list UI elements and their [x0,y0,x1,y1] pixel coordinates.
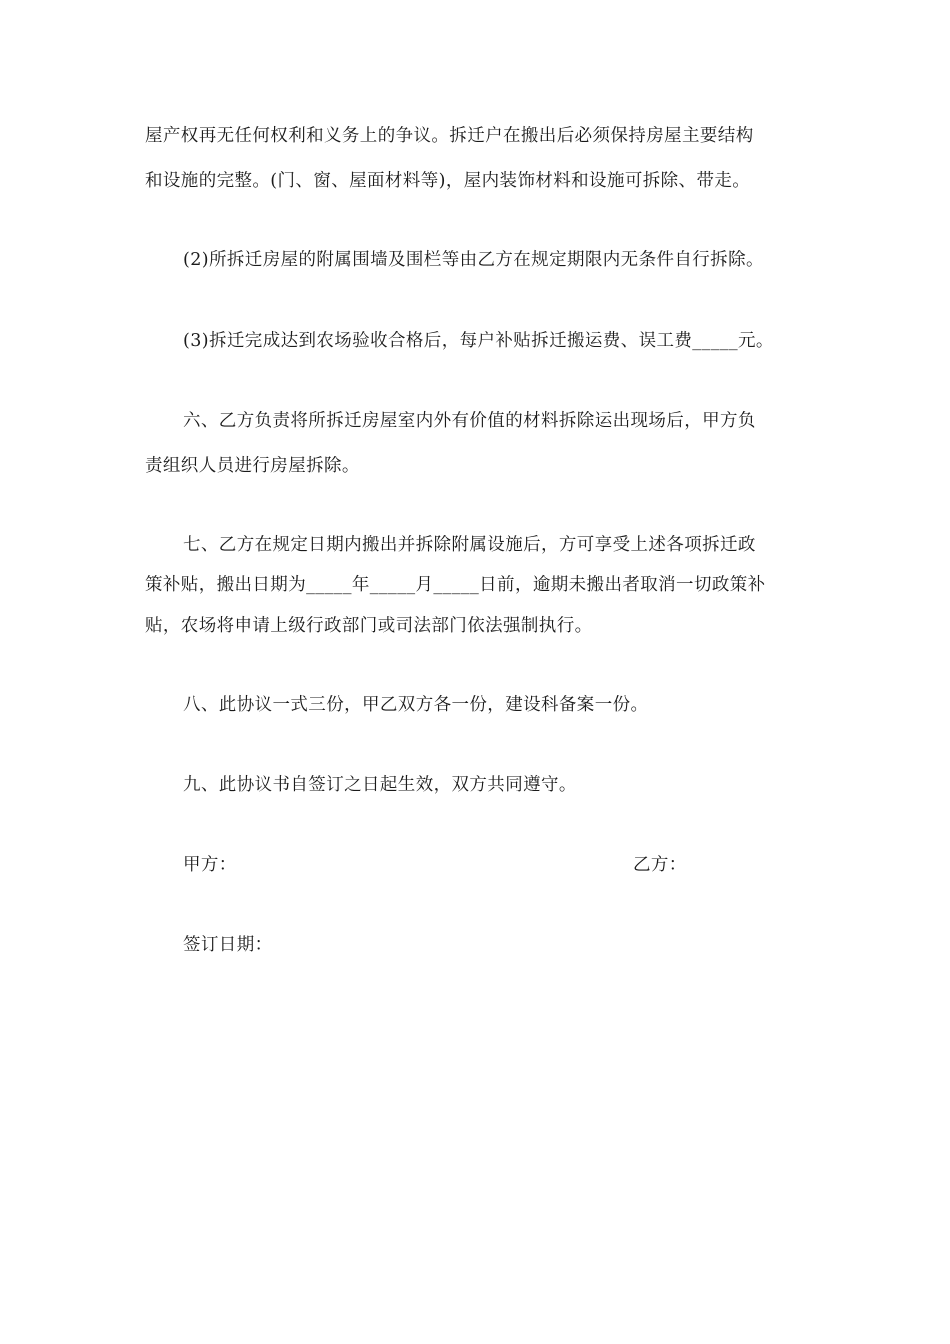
clause-6-text: 六、乙方负责将所拆迁房屋室内外有价值的材料拆除运出现场后，甲方负 [183,411,756,431]
clause-5-1-text: 屋产权再无任何权利和义务上的争议。拆迁户在搬出后必须保持房屋主要结构 [145,126,754,146]
clause-7-text: 七、乙方在规定日期内搬出并拆除附属设施后，方可享受上述各项拆迁政 [183,535,756,555]
clause-5-3-text: (3)拆迁完成达到农场验收合格后，每户补贴拆迁搬运费、误工费_____元。 [183,331,774,351]
clause-8-text: 八、此协议一式三份，甲乙双方各一份，建设科备案一份。 [183,695,649,715]
party-a-label: 甲方： [183,855,237,875]
clause-5-2-text: (2)所拆迁房屋的附属围墙及围栏等由乙方在规定期限内无条件自行拆除。 [183,250,764,270]
sign-date-label: 签订日期： [183,935,273,955]
clause-9-text: 九、此协议书自签订之日起生效，双方共同遵守。 [183,775,577,795]
party-b-label: 乙方： [633,855,687,875]
clause-5-1-text-cont: 和设施的完整。(门、窗、屋面材料等)，屋内装饰材料和设施可拆除、带走。 [145,171,751,191]
clause-6-text-cont: 责组织人员进行房屋拆除。 [145,456,360,476]
clause-7-text-cont2: 贴，农场将申请上级行政部门或司法部门依法强制执行。 [145,616,593,636]
clause-7-text-cont: 策补贴，搬出日期为_____年_____月_____日前，逾期未搬出者取消一切政策补 [145,575,766,595]
